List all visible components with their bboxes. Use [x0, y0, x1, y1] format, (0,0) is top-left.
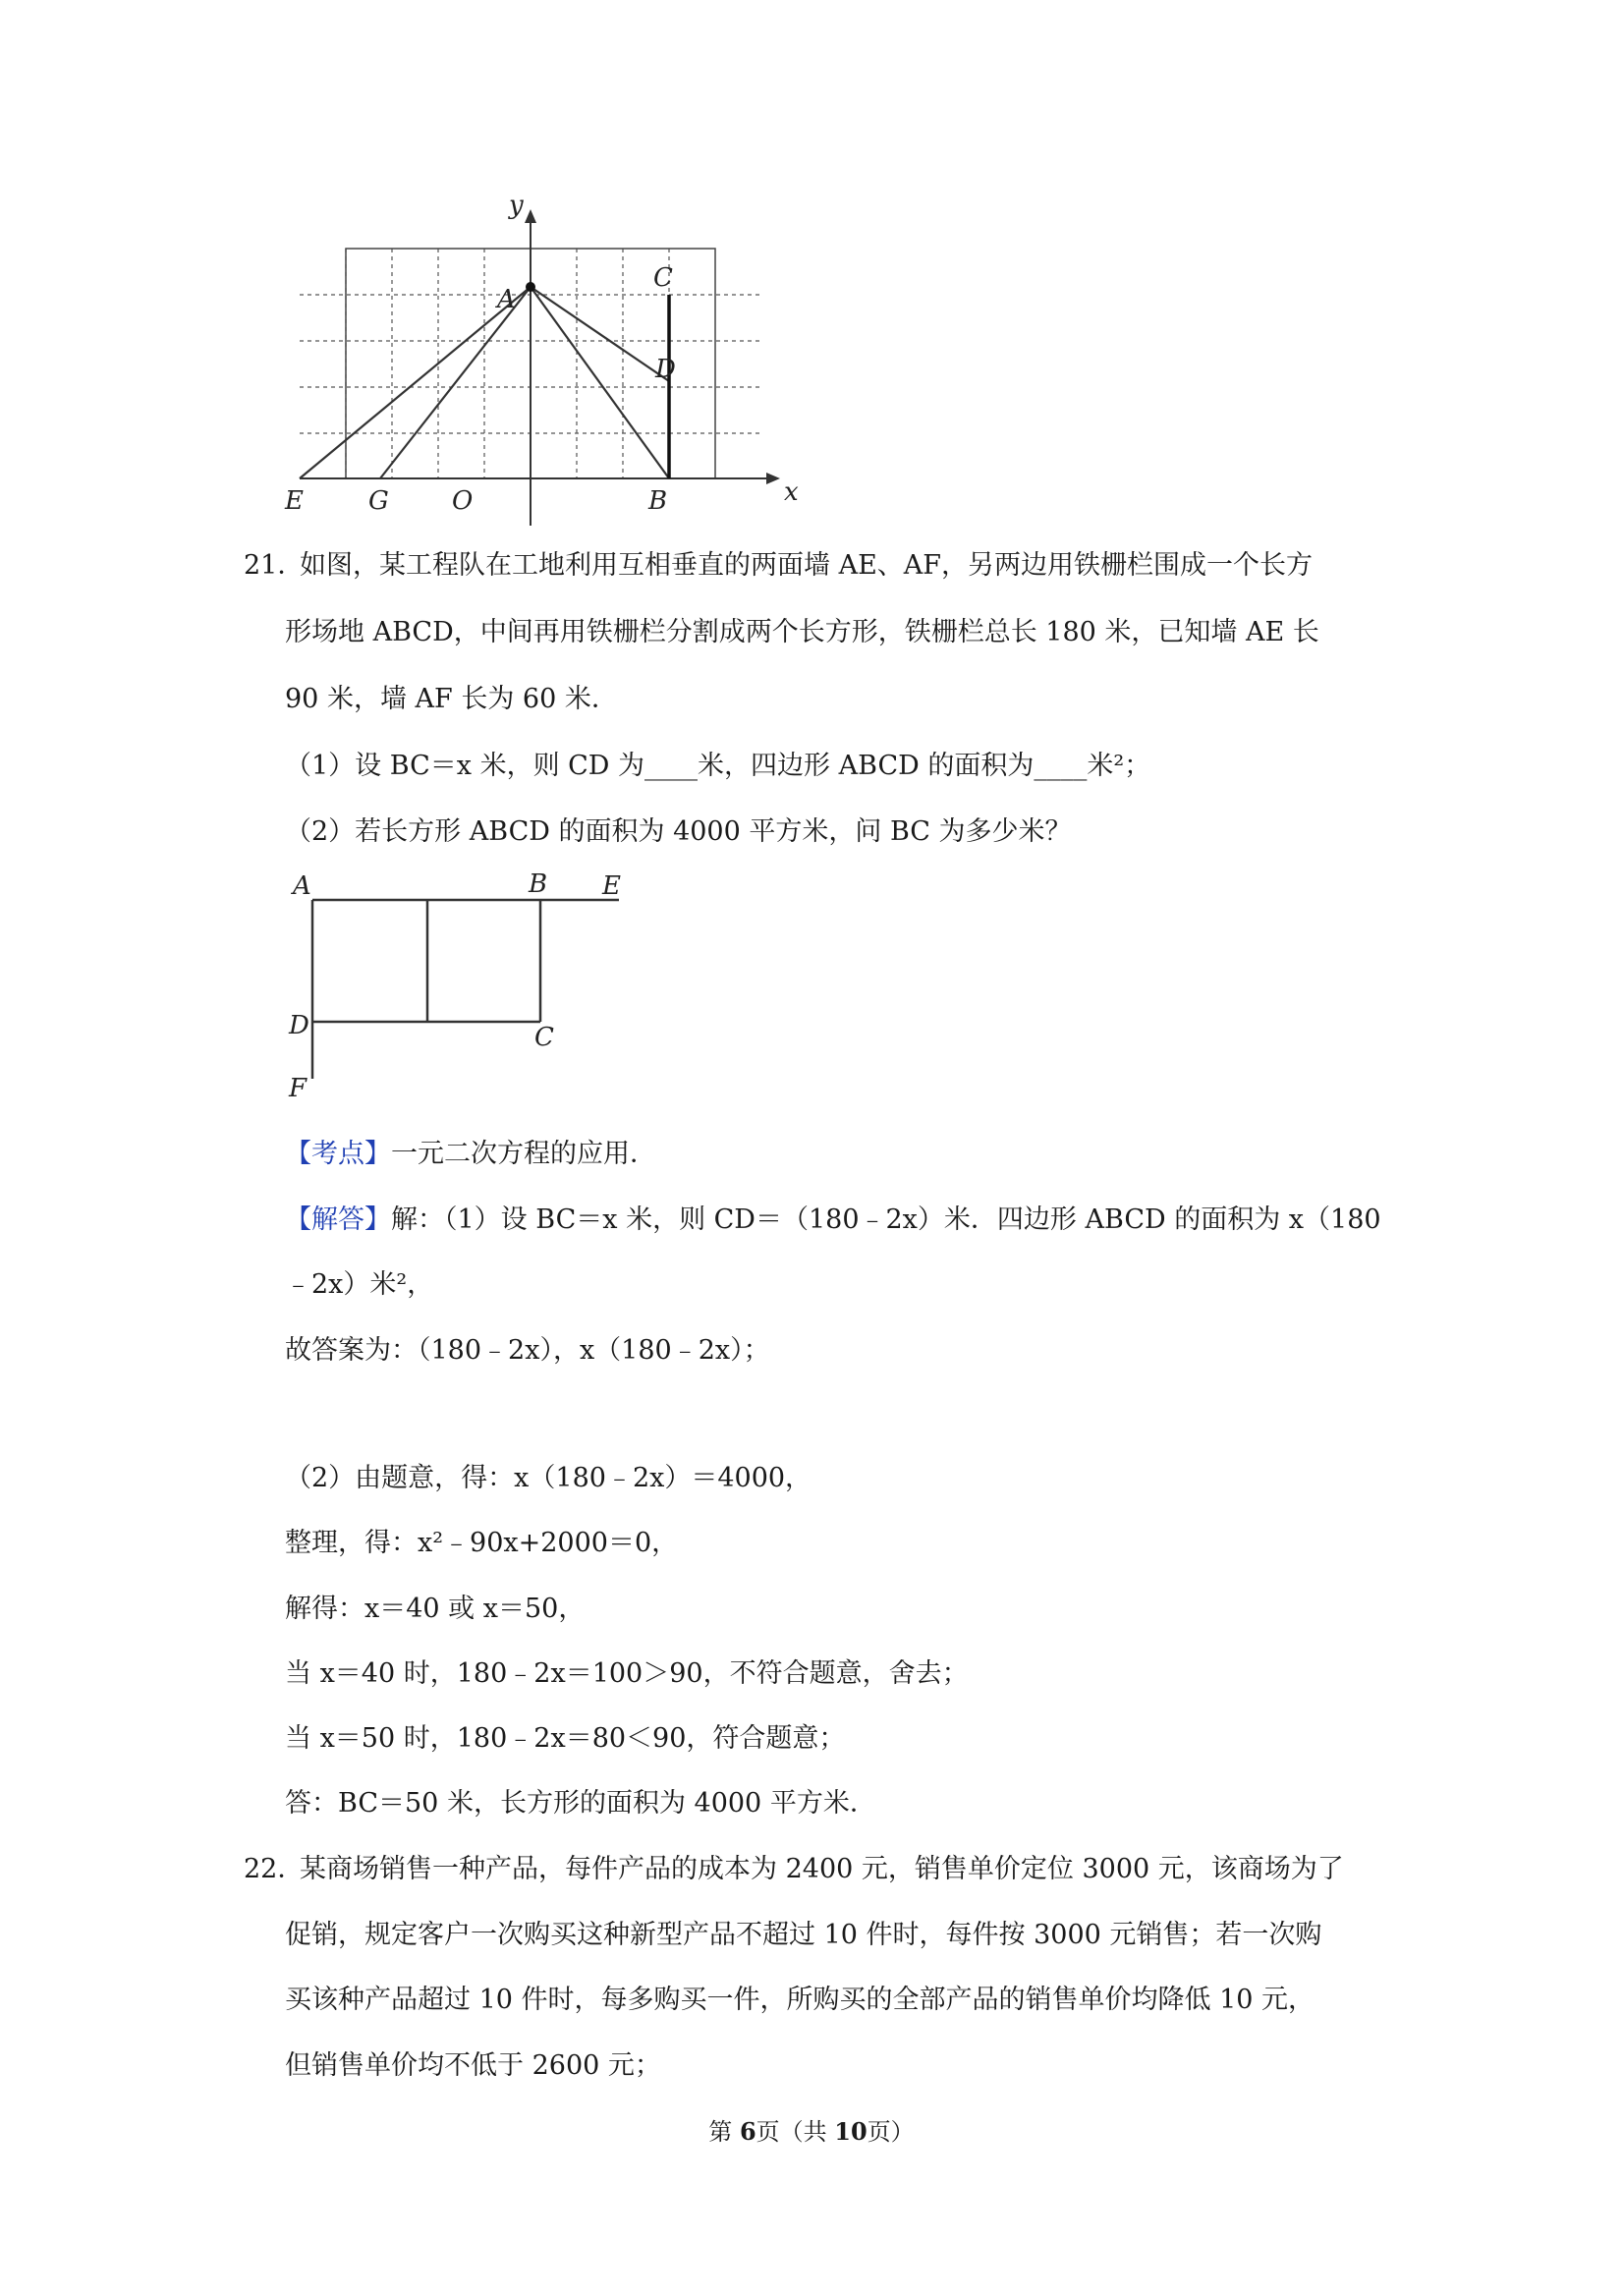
label-b: B	[648, 486, 668, 516]
jieda-part2-line-2: 整理，得：x²﹣90x+2000＝0，	[285, 1528, 679, 1558]
y-axis-label: y	[509, 192, 524, 220]
label-a: A	[497, 285, 516, 314]
question-21-sub-1: （1）设 BC＝x 米，则 CD 为____米，四边形 ABCD 的面积为____米²；	[285, 751, 1151, 781]
jieda-line-2: ﹣2x）米²，	[285, 1269, 434, 1300]
point-a	[526, 282, 535, 292]
question-21-number: 21．	[244, 550, 305, 581]
jieda-text-1: 解：（1）设 BC＝x 米，则 CD＝（180﹣2x）米．四边形 ABCD 的面积为 x（180	[391, 1204, 1381, 1235]
question-22-number: 22．	[244, 1854, 305, 1884]
jieda-part2-line-5: 当 x＝50 时，180﹣2x＝80＜90，符合题意；	[285, 1723, 846, 1754]
coordinate-grid-figure	[275, 192, 806, 526]
question-21-line-2: 形场地 ABCD，中间再用铁栅栏分割成两个长方形，铁栅栏总长 180 米，已知墙 AE 长	[285, 617, 1319, 647]
label-g: G	[368, 486, 389, 516]
rectangle-figure	[275, 865, 648, 1100]
rect-label-e: E	[602, 871, 621, 901]
footer-prefix: 第	[708, 2118, 740, 2146]
label-c: C	[653, 263, 673, 293]
question-21-line-1: 如图，某工程队在工地利用互相垂直的两面墙 AE、AF，另两边用铁栅栏围成一个长方	[300, 550, 1314, 581]
footer-suffix: 页）	[867, 2118, 915, 2146]
footer-page-number: 6	[739, 2117, 756, 2146]
kaodian-tag: 【考点】	[285, 1139, 391, 1169]
jieda-part2-line-4: 当 x＝40 时，180﹣2x＝100＞90，不符合题意，舍去；	[285, 1658, 969, 1689]
rect-label-f: F	[289, 1074, 308, 1100]
rect-label-a: A	[293, 871, 311, 901]
footer-total-pages: 10	[834, 2117, 867, 2146]
page-footer	[0, 2112, 1623, 2147]
footer-mid: 页（共	[756, 2118, 835, 2146]
question-21-sub-2: （2）若长方形 ABCD 的面积为 4000 平方米，问 BC 为多少米？	[285, 816, 1072, 847]
label-o: O	[452, 486, 474, 516]
jieda-line-3: 故答案为：（180﹣2x），x（180﹣2x）；	[285, 1335, 770, 1366]
question-22-line-3: 买该种产品超过 10 件时，每多购买一件，所购买的全部产品的销售单价均降低 10 元，	[285, 1985, 1315, 2015]
kaodian-line	[285, 1135, 656, 1174]
question-22-line-1: 某商场销售一种产品，每件产品的成本为 2400 元，销售单价定位 3000 元，该商场为了	[300, 1854, 1344, 1884]
kaodian-text: 一元二次方程的应用．	[391, 1139, 656, 1169]
x-axis-label: x	[784, 477, 799, 507]
jieda-line-1	[285, 1201, 1381, 1240]
rect-label-d: D	[289, 1011, 309, 1040]
question-21-line-3: 90 米，墙 AF 长为 60 米．	[285, 684, 618, 714]
jieda-part2-line-6: 答：BC＝50 米，长方形的面积为 4000 平方米．	[285, 1788, 876, 1819]
label-e: E	[285, 486, 304, 516]
question-22-line-4: 但销售单价均不低于 2600 元；	[285, 2050, 661, 2081]
rect-label-b: B	[529, 869, 548, 899]
question-22-line-2: 促销，规定客户一次购买这种新型产品不超过 10 件时，每件按 3000 元销售；若一次购	[285, 1920, 1322, 1950]
jieda-part2-line-3: 解得：x＝40 或 x＝50，	[285, 1594, 586, 1624]
rect-label-c: C	[534, 1023, 554, 1052]
jieda-tag: 【解答】	[285, 1204, 391, 1235]
label-d: D	[655, 355, 676, 384]
jieda-part2-line-1: （2）由题意，得：x（180﹣2x）＝4000，	[285, 1463, 812, 1493]
